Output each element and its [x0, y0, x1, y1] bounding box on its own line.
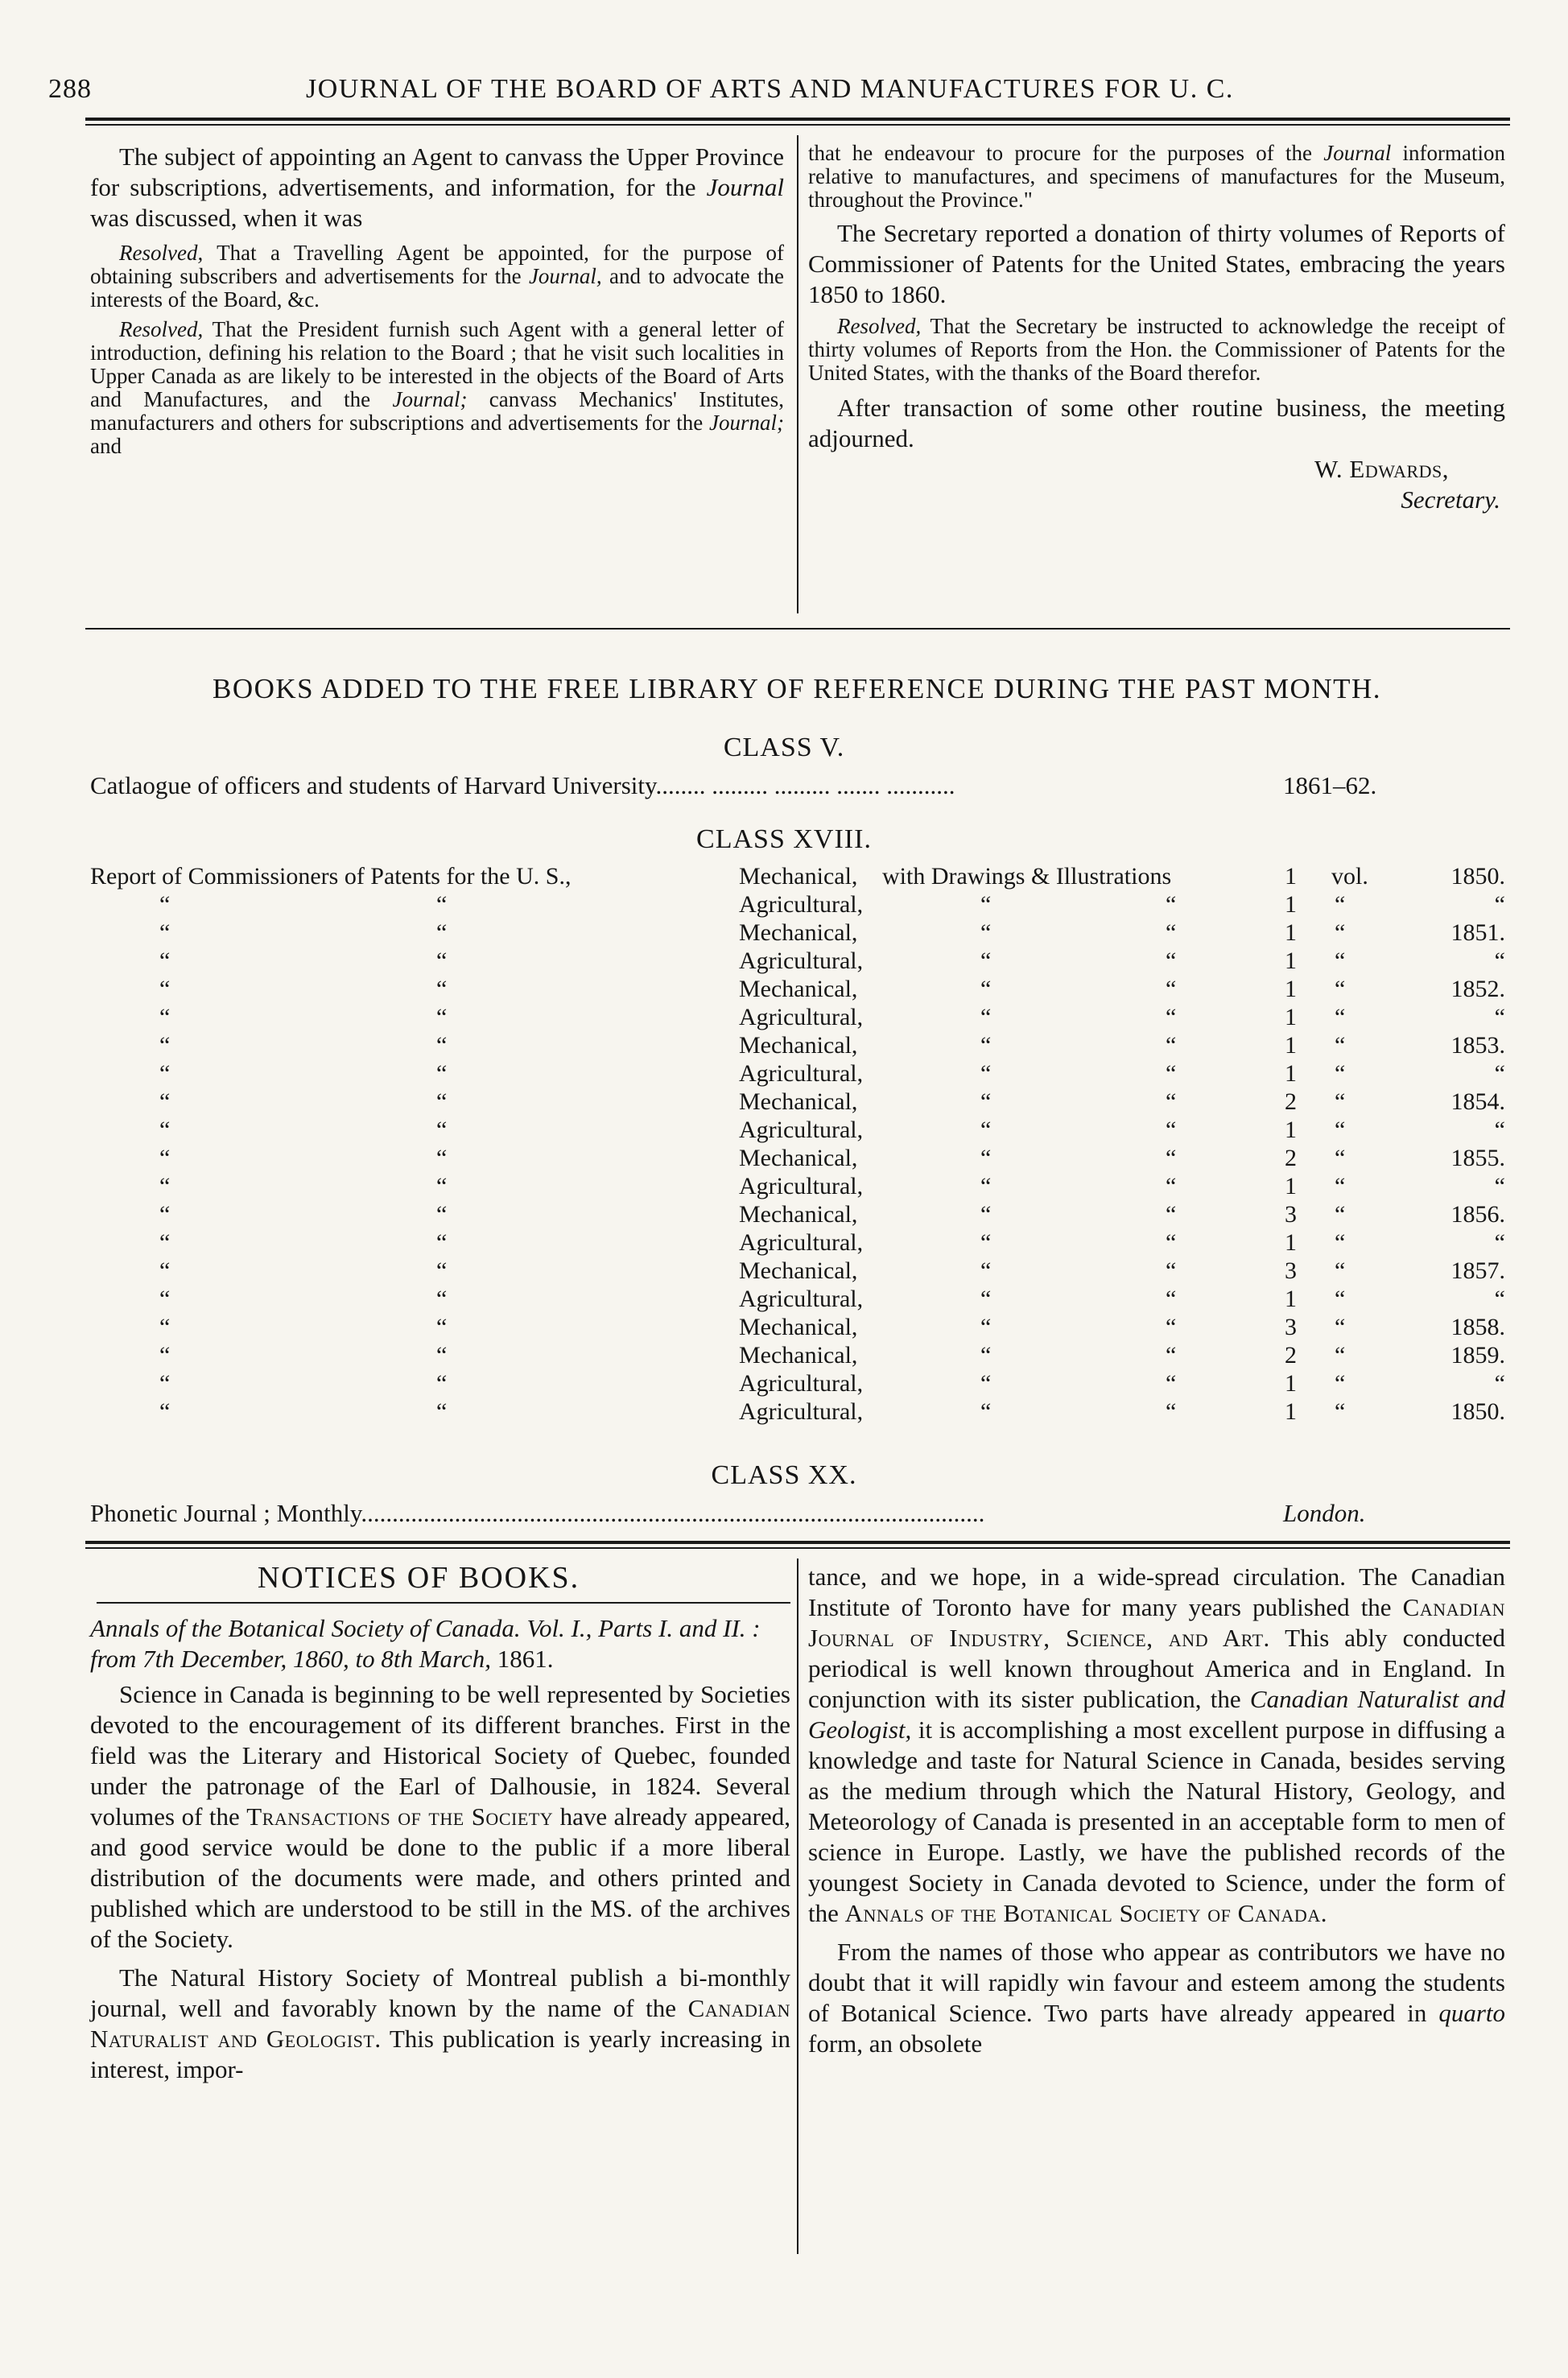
report-year: 1851. [1450, 919, 1505, 946]
table-row [0, 1370, 1568, 1397]
section-rule [85, 628, 1510, 630]
report-year: 1850. [1450, 863, 1505, 890]
ditto-mark: “ [1166, 1370, 1177, 1397]
ditto-mark: “ [436, 947, 448, 974]
report-type: Agricultural, [739, 1370, 864, 1397]
report-type: Agricultural, [739, 947, 864, 974]
notice-paragraph: From the names of those who appear as contributors we have no doubt that it will rapidly win favour and esteem among the students of Botanical Science. Two parts have already appeared in quarto form, an obsolete [808, 1938, 1505, 2058]
report-type: Mechanical, [739, 1342, 858, 1369]
report-with: with Drawings & Illustrations [882, 863, 1172, 890]
volume-count: 1 [1285, 1004, 1297, 1030]
ditto-mark: “ [980, 1004, 992, 1030]
report-year: 1858. [1450, 1314, 1505, 1340]
ditto-mark: “ [1166, 1342, 1177, 1369]
minutes-paragraph: After transaction of some other routine business, the meeting adjourned. [808, 394, 1505, 452]
ditto-mark: “ [159, 891, 171, 918]
volume-count: 1 [1285, 1370, 1297, 1397]
ditto-mark: “ [159, 1342, 171, 1369]
ditto-mark: “ [159, 1117, 171, 1143]
report-type: Mechanical, [739, 1088, 858, 1115]
ditto-mark: “ [980, 1370, 992, 1397]
report-year: 1855. [1450, 1145, 1505, 1171]
report-year: “ [1494, 1117, 1505, 1143]
ditto-mark: “ [980, 1257, 992, 1284]
ditto-mark: “ [159, 947, 171, 974]
report-year: “ [1494, 1286, 1505, 1312]
ditto-mark: “ [1166, 1229, 1177, 1256]
minutes-right-column [808, 142, 1505, 515]
report-type: Agricultural, [739, 1398, 864, 1425]
ditto-mark: “ [980, 1398, 992, 1425]
report-year: “ [1494, 1060, 1505, 1087]
report-type: Mechanical, [739, 1201, 858, 1228]
ditto-mark: “ [1335, 1117, 1346, 1143]
ditto-mark: “ [980, 1229, 992, 1256]
report-year: 1854. [1450, 1088, 1505, 1115]
section-rule [85, 1541, 1510, 1544]
ditto-mark: “ [436, 1229, 448, 1256]
report-type: Mechanical, [739, 976, 858, 1002]
ditto-mark: “ [1166, 947, 1177, 974]
ditto-mark: “ [1166, 1173, 1177, 1199]
ditto-mark: “ [436, 1201, 448, 1228]
report-year: 1853. [1450, 1032, 1505, 1059]
ditto-mark: “ [980, 1088, 992, 1115]
volume-count: 2 [1285, 1342, 1297, 1369]
ditto-mark: “ [1166, 891, 1177, 918]
ditto-mark: “ [1335, 1060, 1346, 1087]
volume-count: 1 [1285, 1229, 1297, 1256]
section-rule-thin [85, 1547, 1510, 1549]
notices-left-column [90, 1613, 790, 2085]
report-year: “ [1494, 1173, 1505, 1199]
ditto-mark: “ [1335, 1032, 1346, 1059]
ditto-mark: “ [1335, 1342, 1346, 1369]
volume-count: 1 [1285, 1286, 1297, 1312]
book-entry: Catlaogue of officers and students of Harvard University........ ......... ......... ....... ........... [90, 771, 955, 799]
ditto-mark: “ [159, 1088, 171, 1115]
book-place: London. [1283, 1499, 1366, 1527]
ditto-mark: “ [1335, 1173, 1346, 1199]
column-divider [797, 135, 798, 613]
ditto-mark: “ [159, 1060, 171, 1087]
volume-count: 2 [1285, 1088, 1297, 1115]
resolution-paragraph: Resolved, That the President furnish such Agent with a general letter of introduction, defining his relation to the Board ; that he visit such localities in Upper Canada as are likely to be interested in the objects of the Board of Arts and Manufactures, and the Journal; canvass Mechanics' Institutes, manufacturers and others for subscriptions and advertisements for the Journal; and [90, 317, 785, 458]
column-divider [797, 1558, 798, 2254]
ditto-mark: “ [1335, 1088, 1346, 1115]
ditto-mark: “ [1166, 1314, 1177, 1340]
ditto-mark: “ [1335, 1004, 1346, 1030]
table-row [0, 947, 1568, 975]
minutes-left-column [90, 142, 784, 458]
book-entry: Phonetic Journal ; Monthly.................................................................................................... [90, 1499, 985, 1527]
minutes-paragraph: The subject of appointing an Agent to canvass the Upper Province for subscriptions, advertisements, and information, for the Journal was discussed, when it was [90, 142, 784, 232]
ditto-mark: “ [1335, 1370, 1346, 1397]
resolution-paragraph: Resolved, That the Secretary be instructed to acknowledge the receipt of thirty volumes of Reports from the Hon. the Commissioner of Patents for the United States, with the thanks of the Board therefor. [808, 314, 1505, 385]
volume-count: 1 [1285, 1398, 1297, 1425]
class-heading: CLASS XX. [711, 1460, 857, 1490]
table-row [0, 1145, 1568, 1172]
ditto-mark: “ [159, 1370, 171, 1397]
ditto-mark: “ [436, 1342, 448, 1369]
ditto-mark: “ [1166, 1004, 1177, 1030]
report-year: 1852. [1450, 976, 1505, 1002]
ditto-mark: “ [1166, 1032, 1177, 1059]
ditto-mark: “ [1166, 1257, 1177, 1284]
ditto-mark: “ [159, 1201, 171, 1228]
report-type: Mechanical, [739, 863, 858, 890]
volume-count: 3 [1285, 1314, 1297, 1340]
ditto-mark: “ [980, 1201, 992, 1228]
notice-paragraph: Science in Canada is beginning to be well represented by Societies devoted to the encouragement of its different branches. First in the field was the Literary and Historical Society of Quebec, founded under the patronage of the Earl of Dalhousie, in 1824. Several volumes of the Transactions of the Society have already appeared, and good service would be done to the public if a more liberal distribution of the documents were made, and others printed and published which are understood to be still in the MS. of the archives of the Society. [90, 1680, 790, 1953]
ditto-mark: “ [980, 919, 992, 946]
report-type: Agricultural, [739, 1004, 864, 1030]
ditto-mark: “ [980, 976, 992, 1002]
volume-count: 1 [1285, 1060, 1297, 1087]
table-row [0, 1004, 1568, 1031]
ditto-mark: “ [980, 1117, 992, 1143]
table-row [0, 1314, 1568, 1341]
report-year: “ [1494, 891, 1505, 918]
page-number: 288 [48, 74, 92, 104]
volume-count: 2 [1285, 1145, 1297, 1171]
class-heading: CLASS XVIII. [696, 824, 872, 854]
ditto-mark: “ [436, 1117, 448, 1143]
report-type: Mechanical, [739, 919, 858, 946]
ditto-mark: “ [159, 1173, 171, 1199]
report-year: 1850. [1450, 1398, 1505, 1425]
report-type: Mechanical, [739, 1314, 858, 1340]
ditto-mark: “ [159, 1145, 171, 1171]
table-row [0, 891, 1568, 919]
ditto-mark: “ [436, 891, 448, 918]
report-type: Agricultural, [739, 1173, 864, 1199]
report-year: “ [1494, 947, 1505, 974]
report-year: 1856. [1450, 1201, 1505, 1228]
ditto-mark: “ [159, 1398, 171, 1425]
ditto-mark: “ [980, 1060, 992, 1087]
ditto-mark: “ [159, 919, 171, 946]
header-rule [85, 118, 1510, 121]
ditto-mark: “ [1166, 1088, 1177, 1115]
report-type: Mechanical, [739, 1145, 858, 1171]
ditto-mark: “ [1166, 1145, 1177, 1171]
resolution-paragraph: Resolved, That a Travelling Agent be appointed, for the purpose of obtaining subscribers and advertisements for the Journal, and to advocate the interests of the Board, &c. [90, 241, 784, 312]
table-row [0, 919, 1568, 947]
table-row [0, 1398, 1568, 1426]
ditto-mark: “ [1166, 1201, 1177, 1228]
ditto-mark: “ [1166, 976, 1177, 1002]
table-row [0, 1342, 1568, 1369]
ditto-mark: “ [980, 1145, 992, 1171]
ditto-mark: “ [1335, 1257, 1346, 1284]
report-lead: Report of Commissioners of Patents for the U. S., [90, 863, 571, 890]
ditto-mark: “ [436, 1088, 448, 1115]
ditto-mark: “ [436, 1257, 448, 1284]
ditto-mark: “ [1335, 1314, 1346, 1340]
notices-rule [97, 1602, 790, 1604]
minutes-paragraph: The Secretary reported a donation of thirty volumes of Reports of Commissioner of Patents for the United States, embracing the years 1850 to 1860. [808, 219, 1505, 308]
ditto-mark: “ [436, 976, 448, 1002]
table-row [0, 1257, 1568, 1285]
volume-count: 1 [1285, 947, 1297, 974]
table-row [0, 1088, 1568, 1116]
report-type: Agricultural, [739, 891, 864, 918]
ditto-mark: “ [1335, 1398, 1346, 1425]
report-year: “ [1494, 1004, 1505, 1030]
ditto-mark: “ [980, 891, 992, 918]
patents-table [0, 863, 1568, 1443]
report-type: Agricultural, [739, 1229, 864, 1256]
ditto-mark: “ [1335, 1145, 1346, 1171]
volume-count: 1 [1285, 1032, 1297, 1059]
ditto-mark: “ [436, 1398, 448, 1425]
ditto-mark: “ [436, 1060, 448, 1087]
ditto-mark: “ [436, 1286, 448, 1312]
ditto-mark: “ [1335, 976, 1346, 1002]
notice-paragraph: The Natural History Society of Montreal publish a bi-monthly journal, well and favorably known by the name of the Canadian Naturalist and Geologist. This publication is yearly increasing in interest, impor- [90, 1963, 790, 2083]
ditto-mark: “ [159, 1004, 171, 1030]
notice-paragraph: tance, and we hope, in a wide-spread circulation. The Canadian Institute of Toronto have for many years published the Canadian Journal of Industry, Science, and Art. This ably conducted periodical is well known throughout America and in England. In conjunction with its sister publication, the Canadian Naturalist and Geologist, it is accomplishing a most excellent purpose in diffusing a knowledge and taste for Natural Science in Canada, besides serving as the medium through which the Natural History, Geology, and Meteorology of Canada is presented in an acceptable form to men of science in Europe. Lastly, we have the published records of the youngest Society in Canada devoted to Science, under the form of the Annals of the Botanical Society of Canada. [808, 1563, 1505, 1927]
ditto-mark: “ [436, 1004, 448, 1030]
ditto-mark: “ [980, 1342, 992, 1369]
ditto-mark: “ [1166, 1060, 1177, 1087]
volume-count: 1 [1285, 1173, 1297, 1199]
ditto-mark: “ [980, 1173, 992, 1199]
signature-role: Secretary. [1401, 485, 1500, 514]
volume-count: 1 [1285, 863, 1297, 890]
table-row [0, 1286, 1568, 1313]
ditto-mark: “ [159, 1032, 171, 1059]
ditto-mark: “ [436, 1314, 448, 1340]
report-year: “ [1494, 1370, 1505, 1397]
continuation-paragraph: that he endeavour to procure for the purposes of the Journal information relative to manufactures, and specimens of manufactures for the Museum, throughout the Province." [808, 141, 1505, 212]
report-type: Mechanical, [739, 1032, 858, 1059]
volume-count: 3 [1285, 1201, 1297, 1228]
ditto-mark: “ [159, 1257, 171, 1284]
volume-word: vol. [1331, 863, 1368, 890]
ditto-mark: “ [980, 1286, 992, 1312]
report-year: 1859. [1450, 1342, 1505, 1369]
table-row [0, 863, 1568, 890]
ditto-mark: “ [159, 1314, 171, 1340]
volume-count: 1 [1285, 919, 1297, 946]
ditto-mark: “ [1335, 947, 1346, 974]
ditto-mark: “ [1166, 919, 1177, 946]
ditto-mark: “ [159, 1229, 171, 1256]
table-row [0, 1060, 1568, 1088]
ditto-mark: “ [980, 1032, 992, 1059]
ditto-mark: “ [980, 947, 992, 974]
ditto-mark: “ [436, 1032, 448, 1059]
table-row [0, 1032, 1568, 1059]
report-year: 1857. [1450, 1257, 1505, 1284]
ditto-mark: “ [1335, 1286, 1346, 1312]
ditto-mark: “ [1166, 1398, 1177, 1425]
ditto-mark: “ [1335, 919, 1346, 946]
ditto-mark: “ [1335, 1201, 1346, 1228]
book-year: 1861–62. [1283, 771, 1377, 799]
ditto-mark: “ [159, 976, 171, 1002]
ditto-mark: “ [1335, 891, 1346, 918]
book-citation: Annals of the Botanical Society of Canada. Vol. I., Parts I. and II. : from 7th December, 1860, to 8th March, 1861. [90, 1614, 761, 1673]
signature-name: W. Edwards, [1314, 455, 1449, 483]
report-type: Agricultural, [739, 1286, 864, 1312]
table-row [0, 976, 1568, 1003]
ditto-mark: “ [436, 1145, 448, 1171]
volume-count: 1 [1285, 976, 1297, 1002]
table-row [0, 1201, 1568, 1228]
volume-count: 1 [1285, 891, 1297, 918]
ditto-mark: “ [1335, 1229, 1346, 1256]
ditto-mark: “ [436, 1370, 448, 1397]
report-type: Mechanical, [739, 1257, 858, 1284]
ditto-mark: “ [1166, 1117, 1177, 1143]
report-year: “ [1494, 1229, 1505, 1256]
ditto-mark: “ [1166, 1286, 1177, 1312]
notices-heading: NOTICES OF BOOKS. [257, 1561, 580, 1595]
volume-count: 3 [1285, 1257, 1297, 1284]
table-row [0, 1229, 1568, 1257]
running-title: JOURNAL OF THE BOARD OF ARTS AND MANUFACTURES FOR U. C. [306, 74, 1234, 104]
report-type: Agricultural, [739, 1060, 864, 1087]
report-type: Agricultural, [739, 1117, 864, 1143]
class-heading: CLASS V. [723, 733, 845, 762]
notices-right-column [808, 1562, 1505, 2059]
books-section-heading: BOOKS ADDED TO THE FREE LIBRARY OF REFERENCE DURING THE PAST MONTH. [212, 673, 1382, 704]
table-row [0, 1117, 1568, 1144]
ditto-mark: “ [159, 1286, 171, 1312]
ditto-mark: “ [436, 1173, 448, 1199]
ditto-mark: “ [436, 919, 448, 946]
header-rule-thin [85, 124, 1510, 126]
volume-count: 1 [1285, 1117, 1297, 1143]
ditto-mark: “ [980, 1314, 992, 1340]
table-row [0, 1173, 1568, 1200]
